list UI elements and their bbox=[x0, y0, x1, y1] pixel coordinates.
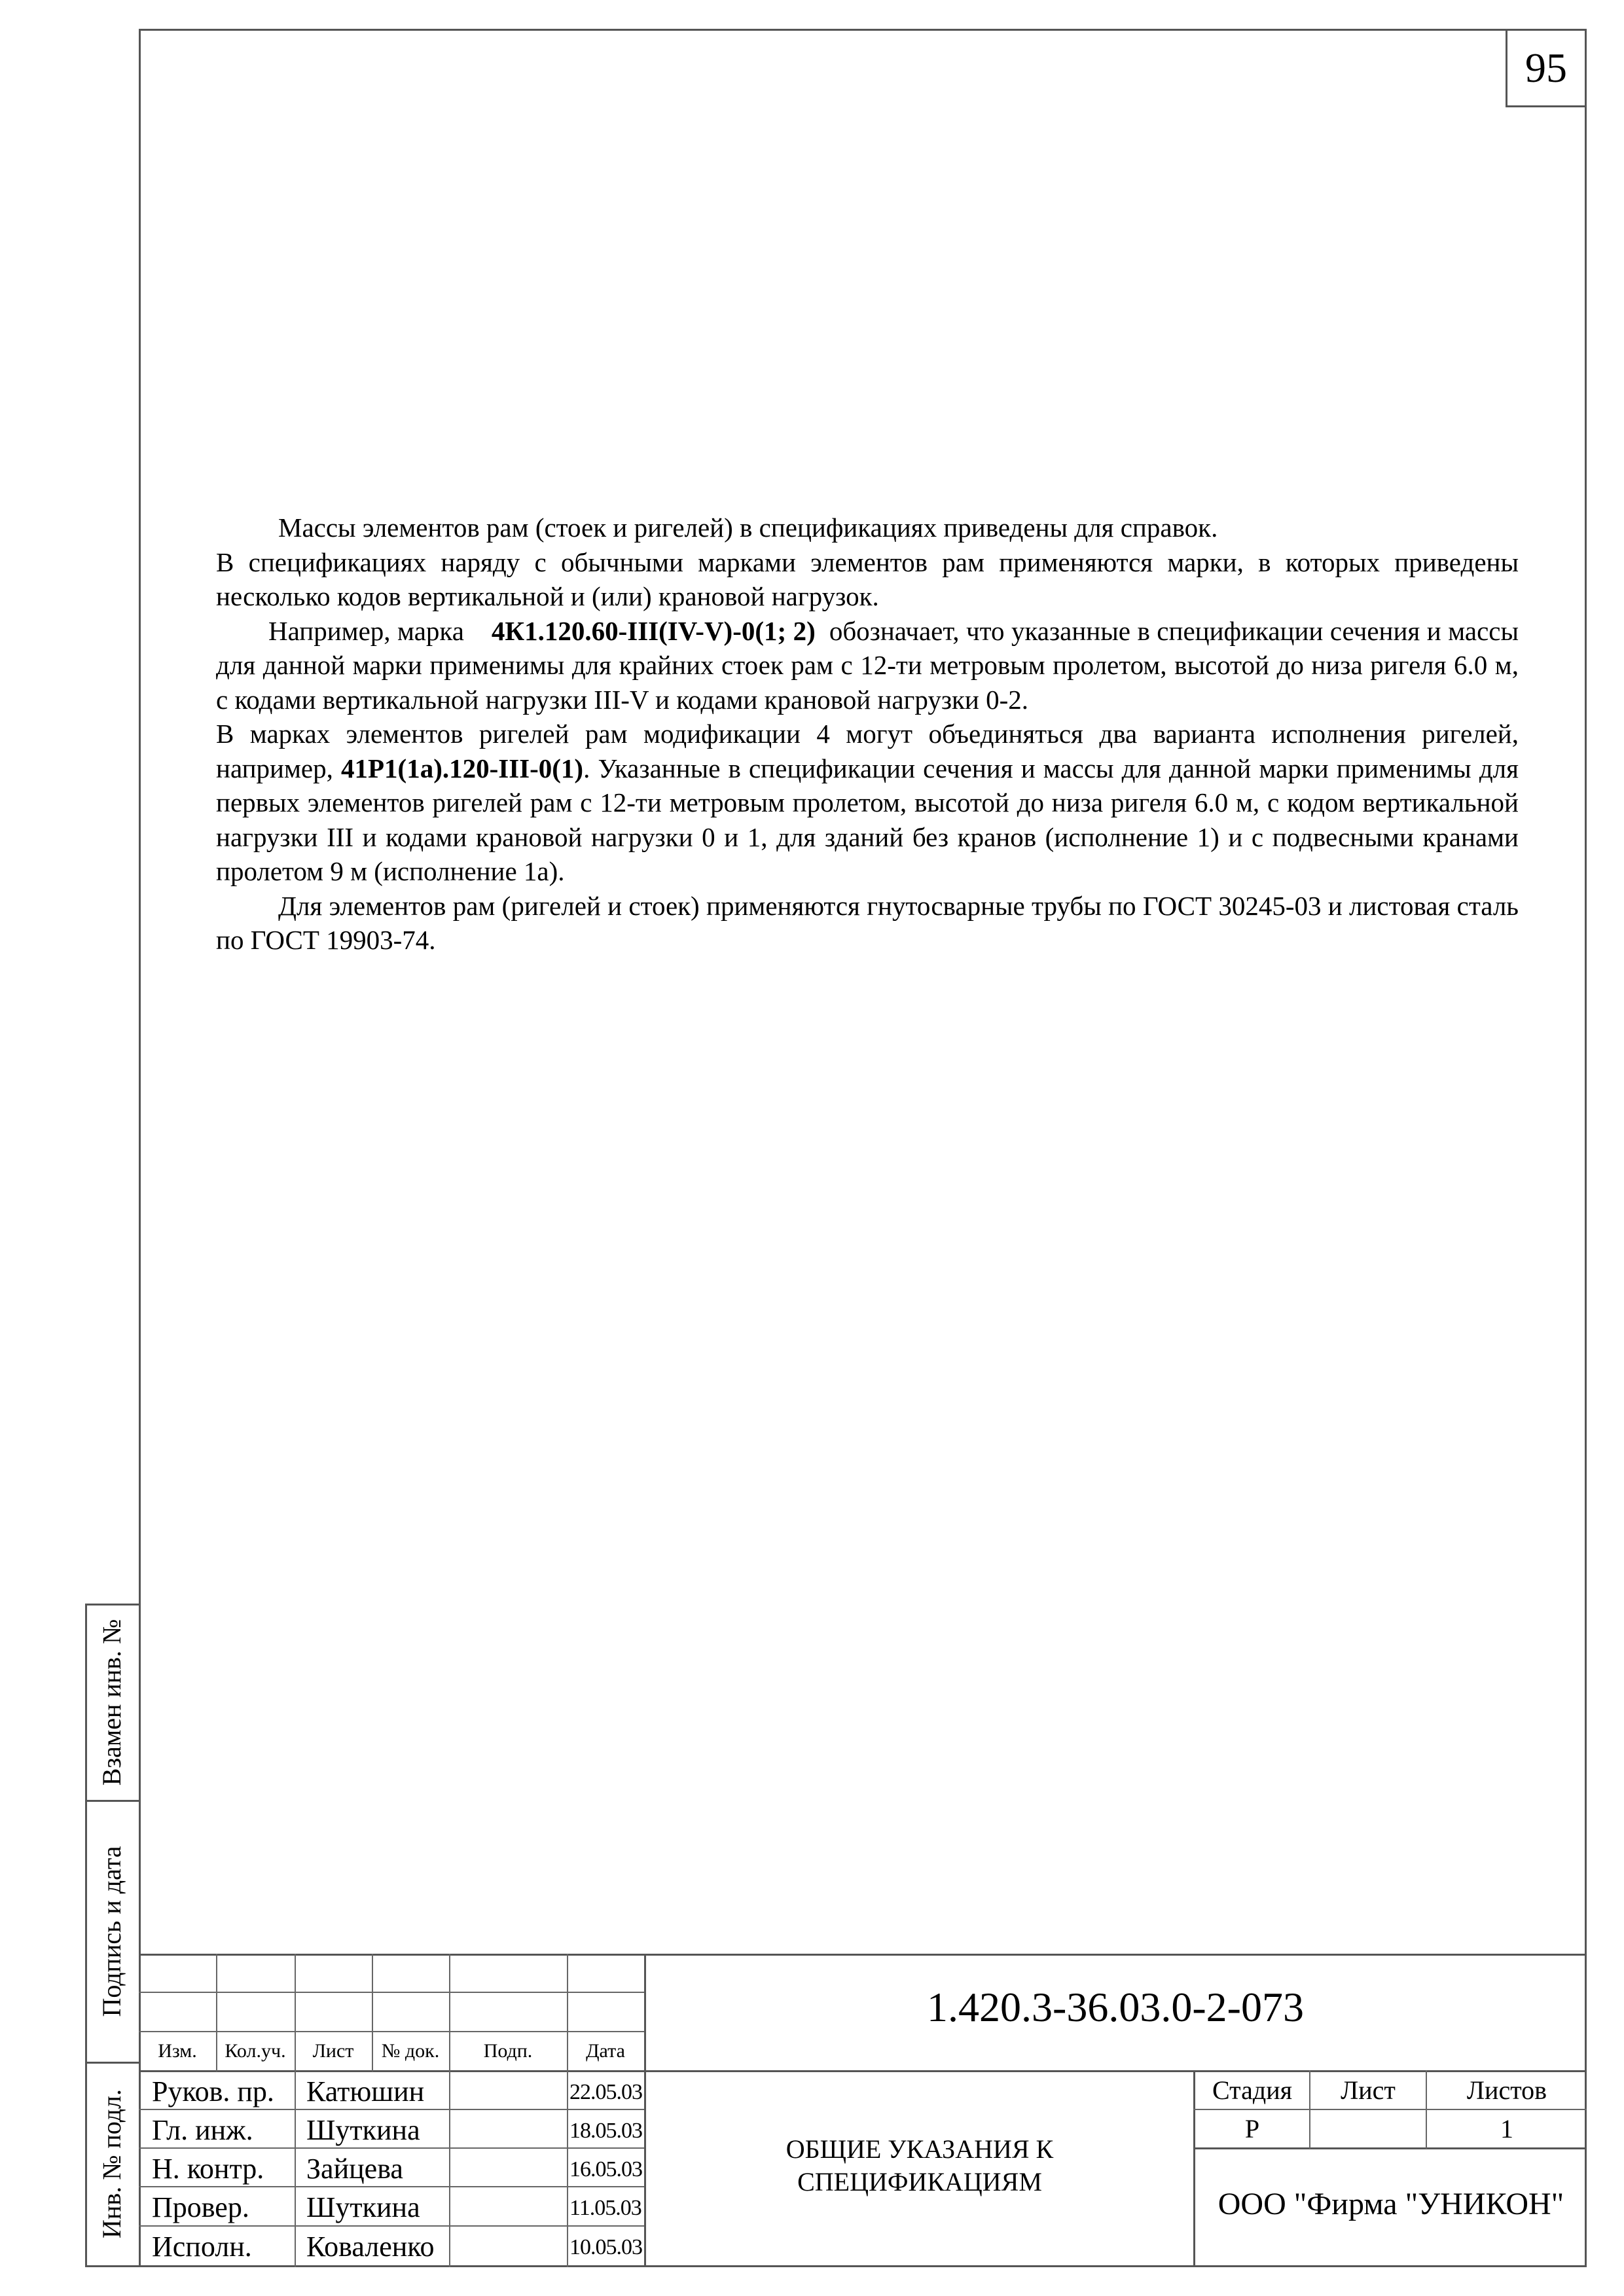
organization-name: ООО "Фирма "УНИКОН" bbox=[1218, 2187, 1564, 2221]
col-line-4 bbox=[449, 1954, 450, 2267]
document-title-line-1: ОБЩИЕ УКАЗАНИЯ К bbox=[785, 2134, 1054, 2164]
sheets-value: 1 bbox=[1500, 2114, 1513, 2144]
sheet-number: 95 bbox=[1506, 29, 1587, 107]
title-block-row-line-6 bbox=[139, 2225, 644, 2227]
side-stamp-original-inv: Инв. № подл. bbox=[97, 2089, 126, 2238]
name-2: Шуткина bbox=[306, 2114, 420, 2146]
role-2: Гл. инж. bbox=[152, 2114, 253, 2146]
name-4: Шуткина bbox=[306, 2191, 420, 2223]
role-1: Руков. пр. bbox=[152, 2075, 274, 2108]
document-code: 1.420.3-36.03.0-2-073 bbox=[927, 1984, 1304, 2030]
header-sheet: Лист bbox=[312, 2040, 354, 2062]
header-signature: Подп. bbox=[483, 2040, 533, 2062]
title-block-row-line-2 bbox=[139, 2031, 644, 2032]
stage-block-row-line-1 bbox=[1193, 2109, 1587, 2110]
name-5: Коваленко bbox=[306, 2231, 435, 2263]
date-2: 18.05.03 bbox=[569, 2119, 642, 2143]
paragraph-3-lead: Например, марка bbox=[268, 615, 464, 646]
title-block-row-line-3 bbox=[139, 2109, 644, 2110]
document-title-line-2: СПЕЦИФИКАЦИЯМ bbox=[797, 2167, 1042, 2197]
paragraph-4 bbox=[216, 717, 1519, 889]
mark-beam: 41Р1(1а).120-III-0(1) bbox=[341, 753, 584, 783]
header-revision: Изм. bbox=[158, 2040, 197, 2062]
col-line-2 bbox=[295, 1954, 296, 2267]
role-3: Н. контр. bbox=[152, 2153, 264, 2185]
side-stamp-outer-line bbox=[85, 1604, 87, 2267]
header-date: Дата bbox=[586, 2040, 625, 2062]
paragraph-1: Массы элементов рам (стоек и ригелей) в спецификациях приведены для справок. bbox=[278, 512, 1218, 543]
title-block-row-line-4 bbox=[139, 2147, 644, 2149]
header-quantity: Кол.уч. bbox=[225, 2040, 286, 2062]
title-block-top-line bbox=[139, 1954, 1587, 1956]
header-doc-number: № док. bbox=[381, 2040, 440, 2062]
paragraph-2: В спецификациях наряду с обычными марками элементов рам применяются марки, в которых приведены несколько кодов вертикальной и (или) крановой нагрузок. bbox=[216, 547, 1519, 611]
sheets-label: Листов bbox=[1466, 2075, 1547, 2105]
title-block-row-line-1 bbox=[139, 1992, 644, 1993]
paragraph-4-rest: . Указанные в спецификации сечения и массы для данной марки применимы для первых элементов ригелей рам с 12-ти метровым пролетом, высотой до низа ригеля 6.0 м, с кодом вертикальной нагрузки III и кодами крановой нагрузки 0 и 1, для зданий без кранов (исполнение 1) и с подвесными кранами пролетом 9 м (исполнение 1а). bbox=[216, 753, 1519, 886]
paragraph-5: Для элементов рам (ригелей и стоек) применяются гнутосварные трубы по ГОСТ 30245-03 и листовая сталь по ГОСТ 19903-74. bbox=[216, 890, 1519, 955]
title-block-row-line-5 bbox=[139, 2186, 644, 2187]
paragraph-4-lead: В марках элементов ригелей рам модификации 4 могут объединяться два варианта исполнения ригелей, например, bbox=[216, 719, 1519, 783]
date-5: 10.05.03 bbox=[569, 2235, 642, 2259]
col-line-5 bbox=[567, 1954, 568, 2267]
date-3: 16.05.03 bbox=[569, 2157, 642, 2181]
title-block-header-line bbox=[139, 2070, 1587, 2072]
date-4: 11.05.03 bbox=[569, 2196, 641, 2220]
stage-value: Р bbox=[1244, 2114, 1260, 2144]
paragraph-3 bbox=[216, 614, 1519, 717]
stage-label: Стадия bbox=[1212, 2075, 1293, 2105]
date-1: 22.05.03 bbox=[569, 2080, 642, 2104]
sheet-label: Лист bbox=[1341, 2075, 1396, 2105]
stage-block-row-line-2 bbox=[1193, 2147, 1587, 2149]
name-3: Зайцева bbox=[306, 2153, 403, 2185]
role-5: Исполн. bbox=[152, 2231, 252, 2263]
paragraph-3-rest: обозначает, что указанные в спецификации сечения и массы для данной марки применимы для крайних стоек рам с 12-ти метровым пролетом, высотой до низа ригеля 6.0 м, с кодами вертикальной нагрузки III-V и кодами крановой нагрузки 0-2. bbox=[216, 615, 1519, 715]
side-stamp-signature-date: Подпись и дата bbox=[97, 1846, 126, 2017]
drawing-frame bbox=[139, 29, 1587, 2267]
notes-text bbox=[216, 511, 1519, 958]
mark-column: 4К1.120.60-III(IV-V)-0(1; 2) bbox=[491, 615, 816, 646]
side-stamp-replace-inv: Взамен инв. № bbox=[97, 1619, 126, 1786]
name-1: Катюшин bbox=[306, 2075, 425, 2108]
role-4: Провер. bbox=[152, 2191, 249, 2223]
